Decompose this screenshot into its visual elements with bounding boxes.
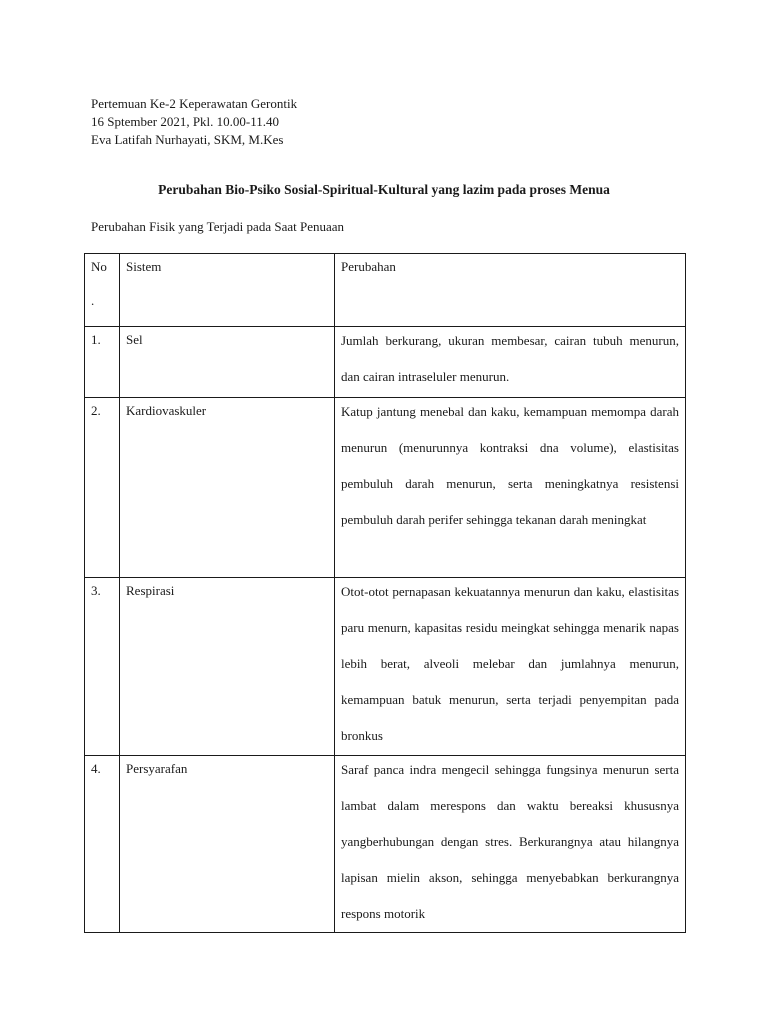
row-number: 4. bbox=[91, 761, 101, 776]
row-no-cell bbox=[85, 327, 120, 398]
row-change-cell bbox=[335, 398, 686, 578]
row-change-cell bbox=[335, 327, 686, 398]
row-change: Jumlah berkurang, ukuran membesar, cairan tubuh menurun, dan cairan intraseluler menurun. bbox=[341, 333, 679, 384]
table-row bbox=[85, 756, 686, 933]
row-system: Sel bbox=[126, 332, 143, 347]
row-system-cell bbox=[120, 578, 335, 756]
date-line: 16 Sptember 2021, Pkl. 10.00-11.40 bbox=[91, 114, 280, 129]
row-system: Respirasi bbox=[126, 583, 175, 598]
changes-table bbox=[84, 253, 686, 933]
document-header bbox=[91, 95, 297, 149]
row-system: Persyarafan bbox=[126, 761, 188, 776]
header-no-label: No bbox=[91, 259, 107, 274]
row-no-cell bbox=[85, 398, 120, 578]
header-no-dot: . bbox=[91, 293, 95, 308]
row-no-cell bbox=[85, 578, 120, 756]
table-header-row bbox=[85, 254, 686, 327]
row-number: 2. bbox=[91, 403, 101, 418]
section-subtitle: Perubahan Fisik yang Terjadi pada Saat Penuaan bbox=[91, 219, 345, 234]
row-change: Saraf panca indra mengecil sehingga fungsinya menurun serta lambat dalam merespons dan waktu bereaksi khususnya yangberhubungan dengan stres. Berkurangnya atau hilangnya lapisan mielin akson, sehingga menyebabkan berkurangnya respons motorik bbox=[341, 762, 679, 921]
row-no-cell bbox=[85, 756, 120, 933]
row-change-cell bbox=[335, 756, 686, 933]
lecturer-line: Eva Latifah Nurhayati, SKM, M.Kes bbox=[91, 132, 284, 147]
row-system-cell bbox=[120, 756, 335, 933]
row-change: Katup jantung menebal dan kaku, kemampuan memompa darah menurun (menurunnya kontraksi dna volume), elastisitas pembuluh darah menurun, serta meningkatnya resistensi pembuluh darah perifer sehingga tekanan darah meningkat bbox=[341, 404, 679, 527]
table-row bbox=[85, 578, 686, 756]
header-change-label: Perubahan bbox=[341, 259, 396, 274]
row-system: Kardiovaskuler bbox=[126, 403, 207, 418]
table-row bbox=[85, 398, 686, 578]
header-cell-no bbox=[85, 254, 120, 327]
row-number: 1. bbox=[91, 332, 101, 347]
row-system-cell bbox=[120, 398, 335, 578]
row-number: 3. bbox=[91, 583, 101, 598]
header-cell-system bbox=[120, 254, 335, 327]
row-change-cell bbox=[335, 578, 686, 756]
table-row bbox=[85, 327, 686, 398]
row-system-cell bbox=[120, 327, 335, 398]
header-system-label: Sistem bbox=[126, 259, 162, 274]
meeting-line: Pertemuan Ke-2 Keperawatan Gerontik bbox=[91, 96, 298, 111]
header-cell-change bbox=[335, 254, 686, 327]
row-change: Otot-otot pernapasan kekuatannya menurun dan kaku, elastisitas paru menurn, kapasitas residu meingkat sehingga menarik napas lebih berat, alveoli melebar dan jumlahnya menurun, kemampuan batuk menurun, serta terjadi penyempitan pada bronkus bbox=[341, 584, 679, 743]
document-title: Perubahan Bio-Psiko Sosial-Spiritual-Kultural yang lazim pada proses Menua bbox=[158, 182, 610, 197]
